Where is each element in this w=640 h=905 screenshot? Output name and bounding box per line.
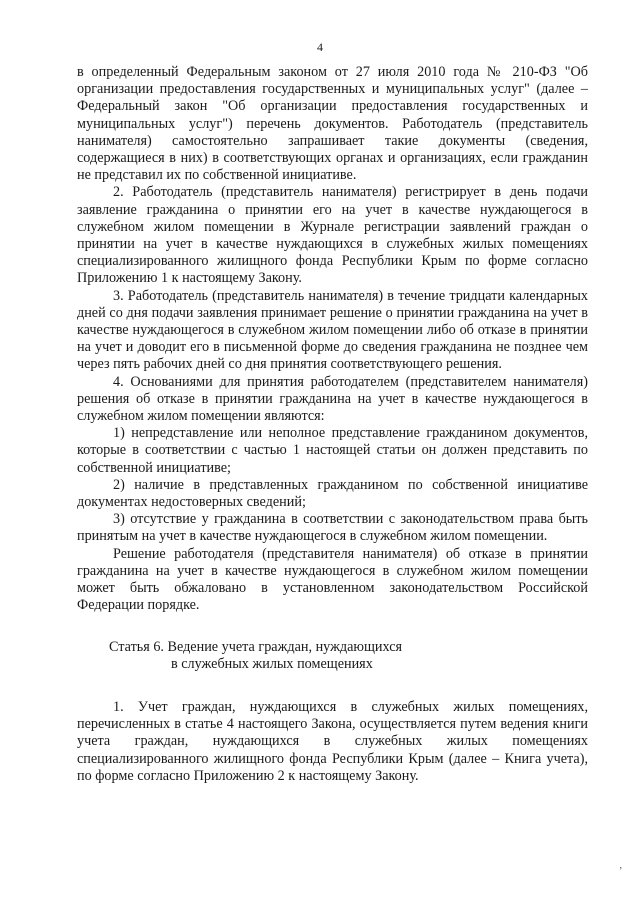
subitem-2: 2) наличие в представленных гражданином по собственной инициативе документах недостоверных сведений; (77, 476, 588, 511)
subitem-1: 1) непредставление или неполное представление гражданином документов, которые в соответствии с частью 1 настоящей статьи он должен представить по собственной инициативе; (77, 425, 588, 476)
paragraph-item-2: 2. Работодатель (представитель нанимателя) регистрирует в день подачи заявление гражданина о принятии его на учет в качестве нуждающегося в служебном жилом помещении в Журнале регистрации заявлений граждан о принятии на учет в качестве нуждающихся в служебных жилых помещениях специализированного жилищного фонда Республики Крым по форме согласно Приложению 1 к настоящему Закону. (77, 184, 588, 287)
article-heading-line2: в служебных жилых помещениях (171, 655, 373, 672)
page-number: 4 (317, 40, 323, 54)
paragraph-item-4: 4. Основаниями для принятия работодателем (представителем нанимателя) решения об отказе в принятии гражданина на учет в качестве нуждающегося в служебном жилом помещении являются: (77, 373, 588, 425)
subitem-3: 3) отсутствие у гражданина в соответствии с законодательством права быть принятым на учет в качестве нуждающегося в служебном жилом помещении. (77, 511, 588, 545)
article-heading-line1: Статья 6. Ведение учета граждан, нуждающихся (109, 638, 403, 655)
margin-mark: , (619, 860, 622, 871)
document-body (77, 64, 588, 785)
article-heading (77, 639, 588, 673)
paragraph-continuation: в определенный Федеральным законом от 27 июля 2010 года № 210-ФЗ "Об организации предоставления государственных и муниципальных услуг" (далее – Федеральный закон "Об организации предоставления государственных и муниципальных услуг") перечень документов. Работодатель (представитель нанимателя) самостоятельно запрашивает такие документы (сведения, содержащиеся в них) в соответствующих органах и организациях, если гражданин не представил их по собственной инициативе. (77, 64, 588, 184)
article-6-item-1: 1. Учет граждан, нуждающихся в служебных жилых помещениях, перечисленных в статье 4 настоящего Закона, осуществляется путем ведения книги учета граждан, нуждающихся в служебных жилых помещениях специализированного жилищного фонда Республики Крым (далее – Книга учета), по форме согласно Приложению 2 к настоящему Закону. (77, 698, 588, 784)
paragraph-item-3: 3. Работодатель (представитель нанимателя) в течение тридцати календарных дней со дня подачи заявления принимает решение о принятии гражданина на учет в качестве нуждающегося в служебном жилом помещении либо об отказе в принятии на учет и доводит его в письменной форме до сведения гражданина не позднее чем через пять рабочих дней со дня принятия соответствующего решения. (77, 287, 588, 373)
paragraph-appeal: Решение работодателя (представителя нанимателя) об отказе в принятии гражданина на учет в качестве нуждающегося в служебном жилом помещении может быть обжаловано в установленном законодательством Российской Федерации порядке. (77, 545, 588, 614)
